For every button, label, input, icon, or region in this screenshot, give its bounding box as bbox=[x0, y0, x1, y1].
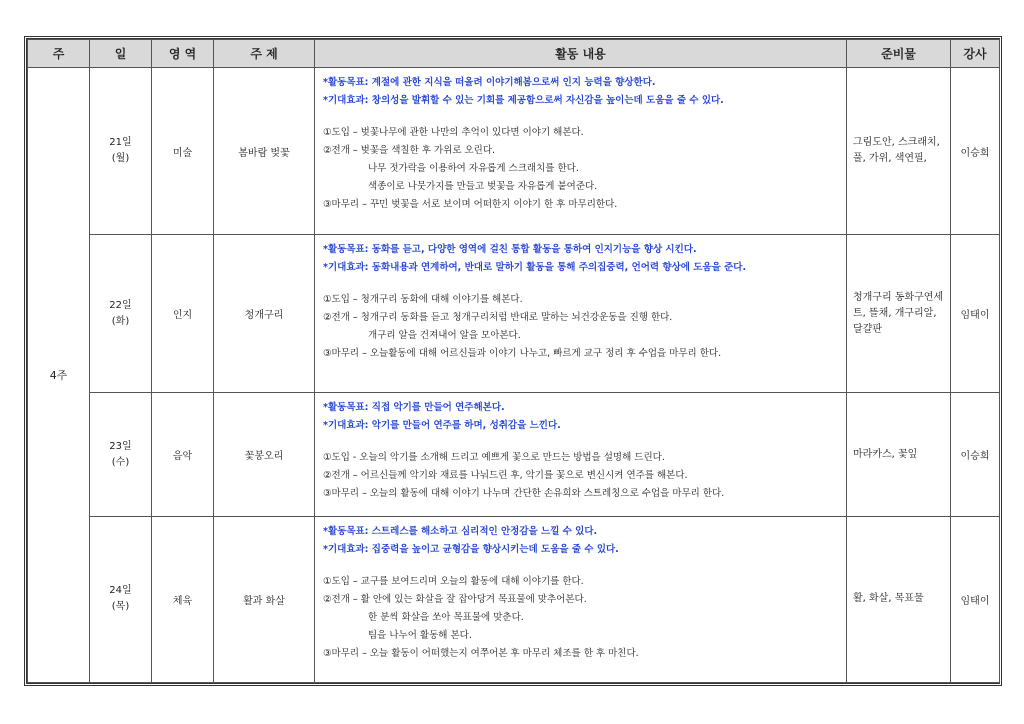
activity-goal: *활동목표: 스트레스를 해소하고 심리적인 안정감을 느낄 수 있다. bbox=[323, 525, 598, 537]
activity-cell bbox=[315, 516, 847, 682]
prep-cell: 활, 화살, 목표물 bbox=[847, 516, 951, 682]
header-week: 주 bbox=[28, 40, 90, 68]
weekday: (화) bbox=[111, 315, 130, 327]
step-develop: ②전개 – 활 안에 있는 화살을 잘 잡아당겨 목표물에 맞추어본다. bbox=[323, 593, 587, 605]
prep-cell: 청개구리 동화구연세트, 뜰채, 개구리알, 달걀판 bbox=[847, 235, 951, 393]
header-teacher: 강사 bbox=[951, 40, 1000, 68]
date: 21일 bbox=[109, 137, 132, 149]
step-close: ③마무리 – 오늘활동에 대해 어르신들과 이야기 나누고, 빠르게 교구 정리 후 수업을 마무리 한다. bbox=[323, 348, 722, 360]
substep: 한 분씩 화살을 쏘아 목표물에 맞춘다. bbox=[368, 611, 524, 623]
teacher-cell: 임태이 bbox=[951, 516, 1000, 682]
activity-cell bbox=[315, 393, 847, 516]
step-develop: ②전개 – 벚꽃을 색칠한 후 가위로 오린다. bbox=[323, 145, 496, 156]
step-develop: ②전개 – 청개구리 동화를 듣고 청개구리처럼 반대로 말하는 뇌건강운동을 진행 한다. bbox=[323, 312, 673, 324]
step-develop: ②전개 – 어르신들께 악기와 재료를 나눠드린 후, 악기를 꽃으로 변신시켜 연주를 해본다. bbox=[323, 470, 688, 482]
topic-cell: 봄바람 벚꽃 bbox=[214, 68, 315, 235]
teacher-cell: 이승희 bbox=[951, 68, 1000, 235]
area-cell: 인지 bbox=[152, 235, 214, 393]
step-intro: ①도입 – 청개구리 동화에 대해 이야기를 해본다. bbox=[323, 294, 523, 306]
activity-goal: *활동목표: 계절에 관한 지식을 떠올려 이야기해봄으로써 인지 능력을 향상한다. bbox=[323, 77, 656, 88]
schedule-table bbox=[27, 39, 1000, 683]
table-row bbox=[28, 235, 1000, 393]
step-intro: ①도입 – 벚꽃나무에 관한 나만의 추억이 있다면 이야기 해본다. bbox=[323, 127, 584, 138]
date: 22일 bbox=[109, 299, 132, 311]
weekday: (월) bbox=[111, 153, 130, 165]
topic-cell: 꽃봉오리 bbox=[214, 393, 315, 516]
substep: 색종이로 나뭇가지를 만들고 벚꽃을 자유롭게 붙여준다. bbox=[368, 181, 598, 192]
substep: 나무 젓가락을 이용하여 자유롭게 스크래치를 한다. bbox=[368, 163, 579, 174]
date: 24일 bbox=[109, 585, 132, 597]
expected-effect: *기대효과: 악기를 만들어 연주를 하며, 성취감을 느낀다. bbox=[323, 420, 561, 432]
expected-effect: *기대효과: 창의성을 발휘할 수 있는 기회를 제공함으로써 자신감을 높이는데 도움을 줄 수 있다. bbox=[323, 95, 724, 106]
header-day: 일 bbox=[90, 40, 152, 68]
prep-cell: 마라카스, 꽃잎 bbox=[847, 393, 951, 516]
table-row bbox=[28, 68, 1000, 235]
activity-cell bbox=[315, 68, 847, 235]
header-topic: 주 제 bbox=[214, 40, 315, 68]
teacher-cell: 임태이 bbox=[951, 235, 1000, 393]
step-close: ③마무리 – 오늘의 활동에 대해 이야기 나누며 간단한 손유희와 스트레칭으로 수업을 마무리 한다. bbox=[323, 488, 725, 500]
step-close: ③마무리 – 꾸민 벚꽃을 서로 보이며 어떠한지 이야기 한 후 마무리한다. bbox=[323, 199, 618, 210]
teacher-cell: 이승희 bbox=[951, 393, 1000, 516]
weekday: (수) bbox=[111, 456, 130, 468]
day-cell bbox=[90, 516, 152, 682]
day-cell bbox=[90, 68, 152, 235]
step-intro: ①도입 – 교구를 보여드리며 오늘의 활동에 대해 이야기를 한다. bbox=[323, 575, 584, 587]
substep: 개구리 알을 건져내어 알을 모아본다. bbox=[368, 330, 521, 342]
header-row bbox=[28, 40, 1000, 68]
activity-cell bbox=[315, 235, 847, 393]
table-row bbox=[28, 393, 1000, 516]
step-close: ③마무리 – 오늘 활동이 어떠했는지 여쭈어본 후 마무리 체조를 한 후 마친다. bbox=[323, 647, 639, 659]
expected-effect: *기대효과: 동화내용과 연계하여, 반대로 말하기 활동을 통해 주의집중력, 언어력 향상에 도움을 준다. bbox=[323, 262, 747, 274]
area-cell: 음악 bbox=[152, 393, 214, 516]
day-cell bbox=[90, 235, 152, 393]
activity-goal: *활동목표: 직접 악기를 만들어 연주해본다. bbox=[323, 402, 505, 414]
step-intro: ①도입 - 오늘의 악기를 소개해 드리고 예쁘게 꽃으로 만드는 방법을 설명해 드린다. bbox=[323, 452, 665, 464]
expected-effect: *기대효과: 집중력을 높이고 균형감을 향상시키는데 도움을 줄 수 있다. bbox=[323, 543, 619, 555]
header-activity: 활동 내용 bbox=[315, 40, 847, 68]
week-cell: 4주 bbox=[28, 68, 90, 683]
prep-cell: 그림도안, 스크래치, 풀, 가위, 색연필, bbox=[847, 68, 951, 235]
day-cell bbox=[90, 393, 152, 516]
weekday: (목) bbox=[111, 601, 130, 613]
header-area: 영 역 bbox=[152, 40, 214, 68]
header-prep: 준비물 bbox=[847, 40, 951, 68]
area-cell: 체육 bbox=[152, 516, 214, 682]
schedule-frame bbox=[24, 36, 1002, 686]
date: 23일 bbox=[109, 440, 132, 452]
activity-goal: *활동목표: 동화를 듣고, 다양한 영역에 걸친 통합 활동을 통하여 인지기능을 향상 시킨다. bbox=[323, 244, 697, 256]
topic-cell: 청개구리 bbox=[214, 235, 315, 393]
area-cell: 미술 bbox=[152, 68, 214, 235]
topic-cell: 활과 화살 bbox=[214, 516, 315, 682]
table-row bbox=[28, 516, 1000, 682]
substep: 팀을 나누어 활동해 본다. bbox=[368, 629, 472, 641]
